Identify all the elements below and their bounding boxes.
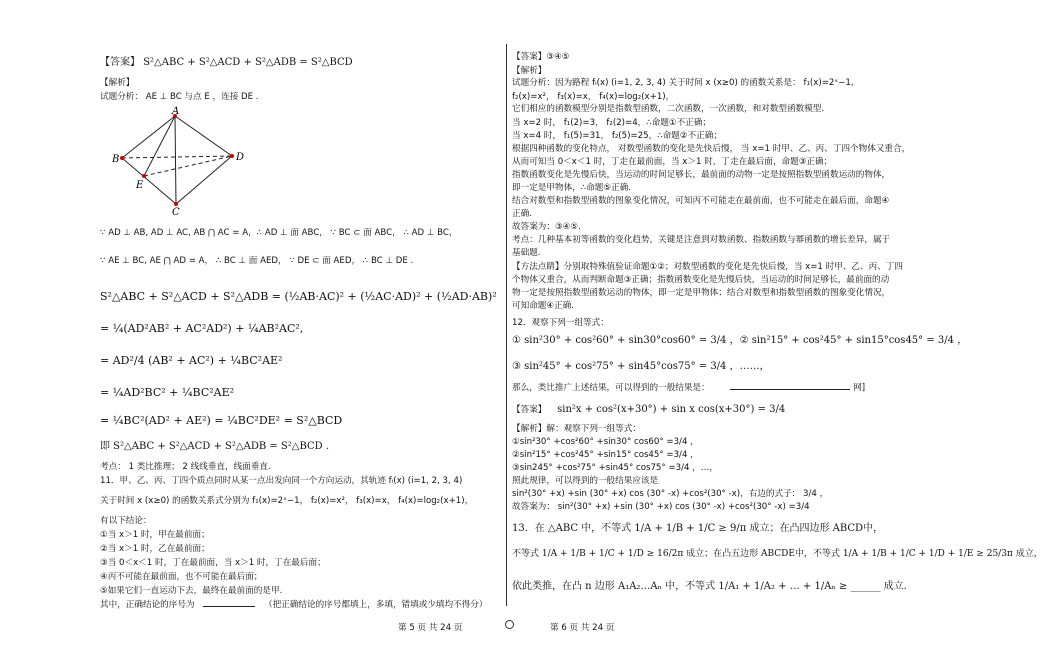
r-line-12: 故答案为：③④⑤.	[512, 222, 581, 232]
r-line-1: 试题分析：因为路程 fᵢ(x) (i=1, 2, 3, 4) 关于时间 x (x≥0) 的函数关系是： f₁(x)=2ˣ−1,	[512, 78, 854, 88]
q11-option-2: ②当 x＞1 时，乙在最前面；	[100, 544, 210, 554]
r-line-11: 正确.	[512, 209, 532, 219]
r-line-18: 可知命题④正确.	[512, 301, 574, 311]
q12-title: 12．观察下列一组等式：	[512, 318, 609, 328]
answer-label: 【答案】	[100, 57, 140, 68]
q12-analysis: 【解析】解：观察下列一组等式：	[512, 424, 641, 434]
r-line-15: 【方法点睛】分别取特殊值验证命题①②；对数型函数的变化是先快后慢，当 x=1 时甲、乙、丙、丁四	[512, 262, 903, 272]
q11-ask: 其中，正确结论的序号为	[100, 600, 195, 610]
r-line-6: 根据四种函数的变化特点， 对数型函数的变化是先快后慢， 当 x=1 时甲、乙、丙、丁四个物体又重合，	[512, 144, 911, 154]
tetrahedron-figure	[112, 108, 247, 216]
analysis-label: 【解析】	[100, 78, 135, 88]
points-line: 考点： 1 类比推理； 2 线线垂直，线面垂直.	[100, 462, 271, 472]
q11-line-2: 关于时间 x (x≥0) 的函数关系式分别为 f₁(x)=2ˣ−1， f₂(x)=x²， f₃(x)=x， f₄(x)=log₂(x+1)，	[100, 496, 474, 506]
label-a: A	[172, 106, 180, 117]
r-line-16: 个物体又重合，从而判断命题③正确；指数函数变化是先慢后快，当运动的时间足够长，最前面的动	[512, 275, 890, 285]
label-e: E	[136, 180, 144, 191]
q11-hint: （把正确结论的序号都填上，多填，错填或少填均不得分）	[264, 600, 488, 610]
q12-a4: 照此规律，可以得到的一般结果应该是	[512, 476, 659, 486]
q13-line-2: 不等式 1/A + 1/B + 1/C + 1/D ≥ 16/2π 成立；在凸五边形 ABCDE中，不等式 1/A + 1/B + 1/C + 1/D + 1/E ≥ 25/3π 成立，	[512, 549, 1043, 559]
label-c: C	[172, 207, 180, 218]
equation-6: 即 S²△ABC + S²△ACD + S²△ADB = S²△BCD .	[100, 441, 330, 452]
column-divider	[506, 44, 507, 606]
q12-equation-2: ③ sin²45° + cos²75° + sin45°cos75° = 3/4 ，……，	[512, 361, 770, 372]
analysis-intro: 试题分析： AE ⊥ BC 与点 E ，连接 DE .	[100, 92, 259, 102]
q12-answer-blank[interactable]	[730, 389, 850, 390]
q11-option-3: ③当 0＜x＜1 时，丁在最前面，当 x＞1 时，丁在最后面；	[100, 558, 326, 568]
r-line-5: 当 x=4 时， f₁(5)=31， f₂(5)=25，∴命题②不正确；	[512, 131, 722, 141]
q11-option-1: ①当 x＞1 时，甲在最前面；	[100, 530, 210, 540]
q12-answer-label: 【答案】	[512, 405, 547, 415]
answer-line	[100, 56, 353, 70]
r-line-13: 考点：几种基本初等函数的变化趋势，关键是注意到对数函数、指数函数与幂函数的增长差异，属于	[512, 235, 891, 245]
label-d: D	[236, 152, 245, 163]
proof-line-1: ∵ AD ⊥ AB, AD ⊥ AC, AB ⋂ AC = A，∴ AD ⊥ 面 ABC， ∵ BC ⊂ 面 ABC， ∴ AD ⊥ BC，	[100, 228, 458, 238]
q12-ask: 那么，类比推广上述结果，可以得到的一般结果是：	[512, 383, 710, 393]
equation-2: = ¼(AD²AB² + AC²AD²) + ¼AB²AC²,	[100, 322, 304, 335]
answer-11: 【答案】③④⑤	[512, 52, 570, 62]
q11-conclusions: 有以下结论：	[100, 516, 152, 526]
label-b: B	[112, 154, 120, 165]
r-line-7: 从而可知当 0＜x＜1 时，丁走在最前面，当 x＞1 时，丁走在最后面，命题③正确；	[512, 157, 833, 167]
r-line-14: 基础题.	[512, 248, 541, 258]
q12-ask-line	[512, 383, 865, 395]
r-line-8: 指数函数变化是先慢后快，当运动的时间足够长，最前面的动物一定是按照指数型函数运动的物体，	[512, 170, 891, 180]
q13-line-1: 13．在 △ABC 中，不等式 1/A + 1/B + 1/C ≥ 9/π 成立；在凸四边形 ABCD中，	[512, 523, 884, 534]
r-line-17: 物一定是按照指数型函数运动的物体，即一定是甲物体；结合对数型和指数型函数的图象变化情况，	[512, 288, 891, 298]
right-page-number: 第 6 页 共 24 页	[550, 623, 615, 633]
q11-question	[100, 600, 487, 612]
q11-line-1: 11．甲、乙、丙、丁四个质点同时从某一点出发向同一个方向运动，其轨迹 fᵢ(x) (i=1, 2, 3, 4)	[100, 476, 463, 486]
q12-bracket: 网]	[853, 383, 866, 393]
proof-line-2: ∵ AE ⊥ BC, AE ⋂ AD = A， ∴ BC ⊥ 面 AED， ∵ DE ⊂ 面 AED， ∴ BC ⊥ DE .	[100, 256, 414, 266]
r-line-2: f₂(x)=x²， f₃(x)=x， f₄(x)=log₂(x+1)，	[512, 92, 675, 102]
r-line-9: 即一定是甲物体，∴命题⑤正确.	[512, 183, 632, 193]
r-line-10: 结合对数型和指数型函数的图象变化情况，可知丙不可能走在最前面，也不可能走在最后面，命题④	[512, 196, 890, 206]
q12-answer: sin²x + cos²(x+30°) + sin x cos(x+30°) = 3/4	[557, 404, 786, 415]
q12-answer-line	[512, 403, 785, 417]
binding-hole-icon	[505, 620, 514, 629]
q12-equation-1: ① sin²30° + cos²60° + sin30°cos60° = 3/4 ，② sin²15° + cos²45° + sin15°cos45° = 3/4 ，	[512, 335, 968, 346]
q12-a6: 故答案为： sin²(30° +x) +sin (30° +x) cos (30° -x) +cos²(30° -x) =3/4	[512, 502, 810, 512]
equation-1: S²△ABC + S²△ACD + S²△ADB = (½AB·AC)² + (½AC·AD)² + (½AD·AB)²	[100, 290, 497, 303]
analysis-11-label: 【解析】	[512, 66, 547, 76]
equation-4: = ¼AD²BC² + ¼BC²AE²	[100, 386, 235, 399]
q11-option-5: ⑤如果它们一直运动下去，最终在最前面的是甲.	[100, 586, 283, 596]
equation-3: = AD²/4 (AB² + AC²) + ¼BC²AE²	[100, 354, 283, 367]
q12-a1: ①sin²30° +cos²60° +sin30° cos60° =3/4 ，	[512, 437, 699, 447]
q11-answer-blank[interactable]	[203, 606, 255, 607]
q12-a2: ②sin²15° +cos²45° +sin15° cos45° =3/4 ，	[512, 450, 699, 460]
q13-line-3: 依此类推，在凸 n 边形 A₁A₂…Aₙ 中，不等式 1/A₁ + 1/A₂ + … + 1/Aₙ ≥ ______ 成立.	[512, 581, 907, 592]
q12-a3: ③sin245° +cos²75° +sin45° cos75° =3/4 ，…，	[512, 463, 718, 473]
answer-formula: S²△ABC + S²△ACD + S²△ADB = S²△BCD	[143, 57, 353, 68]
r-line-3: 它们相应的函数模型分别是指数型函数，二次函数，一次函数，和对数型函数模型.	[512, 104, 825, 114]
q12-a5: sin²(30° +x) +sin (30° +x) cos (30° -x) +cos²(30° -x)，右边的式子： 3/4 ，	[512, 489, 829, 499]
q11-option-4: ④丙不可能在最前面，也不可能在最后面；	[100, 572, 263, 582]
equation-5: = ¼BC²(AD² + AE²) = ¼BC²DE² = S²△BCD	[100, 414, 343, 427]
r-line-4: 当 x=2 时， f₁(2)=3， f₂(2)=4，∴命题①不正确；	[512, 118, 712, 128]
left-page-number: 第 5 页 共 24 页	[398, 623, 463, 633]
